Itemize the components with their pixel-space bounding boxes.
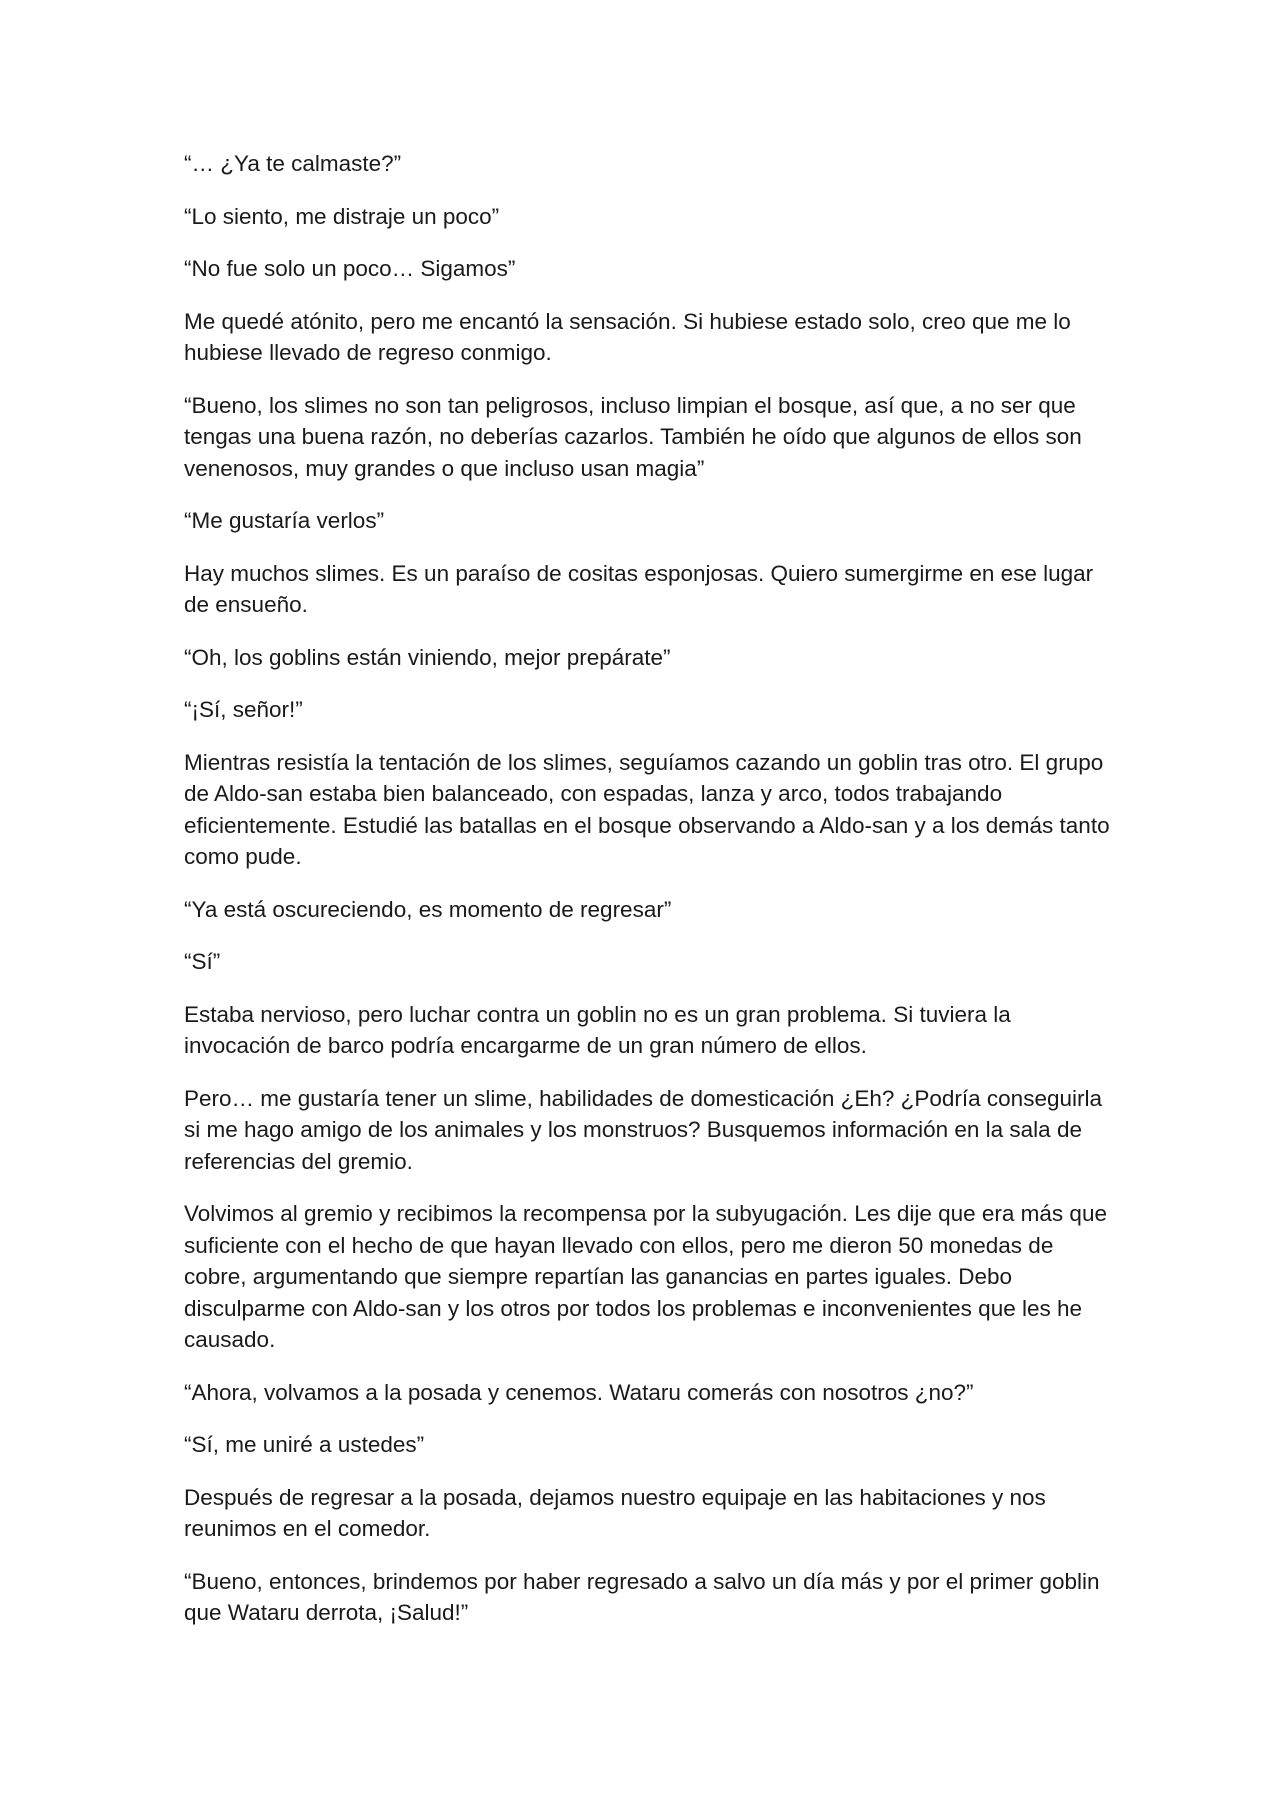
paragraph-8: “Oh, los goblins están viniendo, mejor prepárate” (184, 644, 671, 670)
paragraph-1: “… ¿Ya te calmaste?” (184, 151, 402, 176)
paragraph-16: “Ahora, volvamos a la posada y cenemos. Wataru comerás con nosotros ¿no?” (184, 1379, 974, 1405)
paragraph-4: Me quedé atónito, pero me encantó la sensación. Si hubiese estado solo, creo que me lo hubiese llevado de regreso conmigo. (184, 308, 1071, 365)
paragraph-18: Después de regresar a la posada, dejamos nuestro equipaje en las habitaciones y nos reunimos en el comedor. (184, 1484, 1046, 1541)
paragraph-17: “Sí, me uniré a ustedes” (184, 1432, 425, 1457)
paragraph-12: “Sí” (184, 949, 221, 974)
paragraph-11: “Ya está oscureciendo, es momento de regresar” (184, 896, 672, 922)
document-body (184, 148, 1114, 1650)
paragraph-7: Hay muchos slimes. Es un paraíso de cositas esponjosas. Quiero sumergirme en ese lugar de ensueño. (184, 560, 1094, 617)
paragraph-15: Volvimos al gremio y recibimos la recompensa por la subyugación. Les dije que era más que suficiente con el hecho de que hayan llevado con ellos, pero me dieron 50 monedas de cobre, argumentando que siempre repartían las ganancias en partes iguales. Debo disculparme con Aldo-san y los otros por todos los problemas e inconvenientes que les he causado. (184, 1201, 1107, 1352)
paragraph-13: Estaba nervioso, pero luchar contra un goblin no es un gran problema. Si tuviera la invocación de barco podría encargarme de un gran número de ellos. (184, 1001, 1011, 1058)
paragraph-19: “Bueno, entonces, brindemos por haber regresado a salvo un día más y por el primer goblin que Wataru derrota, ¡Salud!” (184, 1568, 1100, 1625)
paragraph-14: Pero… me gustaría tener un slime, habilidades de domesticación ¿Eh? ¿Podría conseguirla si me hago amigo de los animales y los monstruos? Busquemos información en la sala de referencias del gremio. (184, 1085, 1102, 1174)
paragraph-6: “Me gustaría verlos” (184, 508, 385, 533)
paragraph-2: “Lo siento, me distraje un poco” (184, 203, 500, 229)
paragraph-10: Mientras resistía la tentación de los slimes, seguíamos cazando un goblin tras otro. El grupo de Aldo-san estaba bien balanceado, con espadas, lanza y arco, todos trabajando eficientemente. Estudié las batallas en el bosque observando a Aldo-san y a los demás tanto como pude. (184, 749, 1110, 869)
paragraph-9: “¡Sí, señor!” (184, 697, 303, 722)
paragraph-3: “No fue solo un poco… Sigamos” (184, 256, 516, 281)
paragraph-5: “Bueno, los slimes no son tan peligrosos, incluso limpian el bosque, así que, a no ser que tengas una buena razón, no deberías cazarlos. También he oído que algunos de ellos son venenosos, muy grandes o que incluso usan magia” (184, 392, 1082, 481)
